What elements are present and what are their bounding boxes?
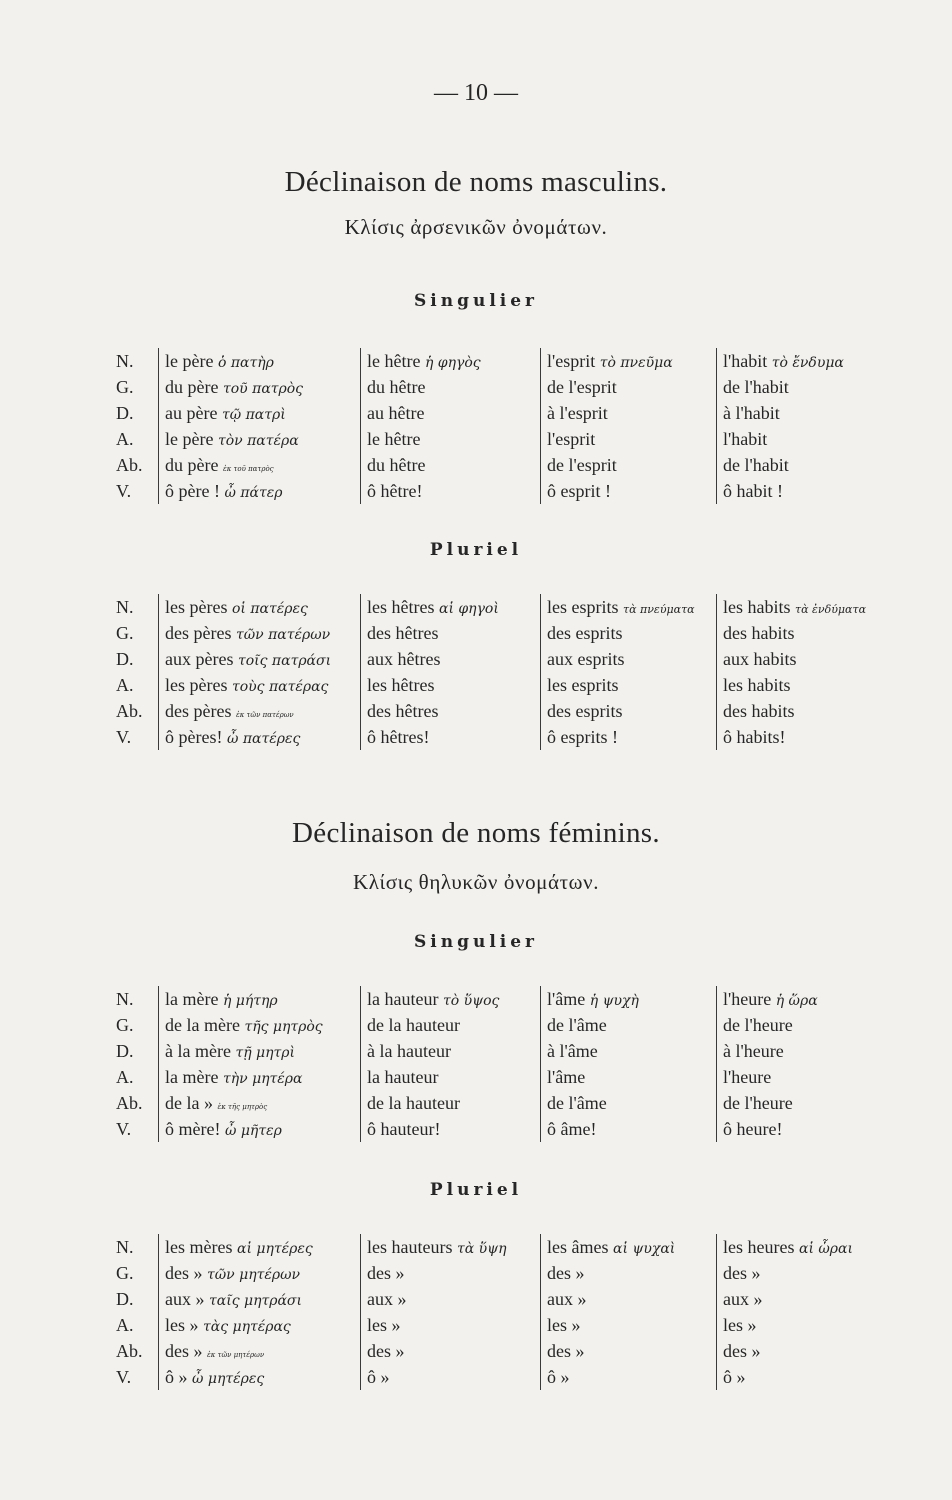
case-label: D. — [116, 1289, 134, 1309]
cell-c1 — [158, 986, 360, 1012]
declension-row — [116, 986, 896, 1012]
cell-c3 — [540, 374, 716, 400]
greek-form: ἡ φηγὸς — [424, 355, 481, 371]
case-label: N. — [116, 597, 134, 617]
masculine-plural-label: Pluriel — [429, 540, 523, 560]
greek-form: ταῖς μητράσι — [209, 1293, 302, 1309]
feminine-singular-label: Singulier — [413, 932, 539, 952]
case-label: A. — [116, 429, 134, 449]
greek-form: τὰ πνεύματα — [623, 603, 695, 616]
greek-form: τῶν πατέρων — [235, 627, 331, 643]
cell-c4 — [716, 1116, 896, 1142]
cell-c3 — [540, 1116, 716, 1142]
cell-c2 — [360, 1038, 540, 1064]
cell-c1 — [158, 594, 360, 620]
case-label: G. — [116, 377, 134, 397]
french-form: de l'esprit — [547, 377, 617, 397]
declension-row — [116, 1012, 896, 1038]
french-form: des habits — [723, 623, 795, 643]
case-label: D. — [116, 1041, 134, 1061]
cell-c4 — [716, 1260, 896, 1286]
french-form: ô esprit ! — [547, 481, 611, 501]
cell-c3 — [540, 986, 716, 1012]
cell-c2 — [360, 1090, 540, 1116]
french-form: ô habits! — [723, 727, 786, 747]
cell-c3 — [540, 672, 716, 698]
greek-form: οἱ πατέρες — [231, 601, 308, 617]
declension-row — [116, 724, 896, 750]
cell-c2 — [360, 594, 540, 620]
cell-c3 — [540, 348, 716, 374]
french-form: ô hêtre! — [367, 481, 423, 501]
case-label: N. — [116, 1237, 134, 1257]
cell-c1 — [158, 1312, 360, 1338]
cell-c3 — [540, 1286, 716, 1312]
cell-c1 — [158, 452, 360, 478]
cell-c4 — [716, 1286, 896, 1312]
french-form: aux » — [723, 1289, 763, 1309]
case-label: N. — [116, 351, 134, 371]
french-form: du hêtre — [367, 455, 426, 475]
greek-form: τῶν μητέρων — [207, 1267, 301, 1283]
declension-row — [116, 1090, 896, 1116]
french-form: les esprits — [547, 597, 619, 617]
cell-c3 — [540, 1364, 716, 1390]
french-form: ô » — [165, 1367, 188, 1387]
french-form: à l'heure — [723, 1041, 784, 1061]
cell-c1 — [158, 1116, 360, 1142]
cell-c4 — [716, 1090, 896, 1116]
cell-c1 — [158, 672, 360, 698]
declension-row — [116, 374, 896, 400]
french-form: des hêtres — [367, 623, 439, 643]
declension-row — [116, 1286, 896, 1312]
cell-c1 — [158, 1012, 360, 1038]
case-label: G. — [116, 1015, 134, 1035]
declension-row — [116, 594, 896, 620]
french-form: le hêtre — [367, 429, 421, 449]
cell-c4 — [716, 646, 896, 672]
french-form: aux hêtres — [367, 649, 441, 669]
case-label: A. — [116, 1067, 134, 1087]
cell-c2 — [360, 620, 540, 646]
french-form: le hêtre — [367, 351, 421, 371]
french-form: aux » — [367, 1289, 407, 1309]
french-form: l'heure — [723, 1067, 772, 1087]
french-form: aux esprits — [547, 649, 625, 669]
cell-c4 — [716, 452, 896, 478]
cell-c1 — [158, 620, 360, 646]
cell-c4 — [716, 348, 896, 374]
greek-form: ἐκ τοῦ πατρὸς — [222, 465, 274, 473]
masculine-plural-table — [116, 594, 896, 750]
cell-c2 — [360, 1260, 540, 1286]
french-form: des habits — [723, 701, 795, 721]
cell-c1 — [158, 374, 360, 400]
french-form: les esprits — [547, 675, 619, 695]
greek-form: αἱ ψυχαὶ — [612, 1241, 676, 1257]
french-form: de la hauteur — [367, 1093, 460, 1113]
cell-c4 — [716, 672, 896, 698]
greek-form: τοὺς πατέρας — [231, 679, 329, 695]
french-form: les habits — [723, 597, 791, 617]
french-form: l'heure — [723, 989, 772, 1009]
case-label: Ab. — [116, 1093, 143, 1113]
french-form: ô » — [547, 1367, 570, 1387]
greek-form: ὦ μῆτερ — [224, 1123, 282, 1139]
cell-c1 — [158, 724, 360, 750]
declension-row — [116, 620, 896, 646]
french-form: ô » — [723, 1367, 746, 1387]
french-form: les pères — [165, 597, 228, 617]
cell-c2 — [360, 1286, 540, 1312]
greek-form: τὰ ὕψη — [456, 1241, 507, 1257]
cell-c2 — [360, 986, 540, 1012]
french-form: de l'habit — [723, 377, 789, 397]
cell-c3 — [540, 724, 716, 750]
cell-c4 — [716, 594, 896, 620]
french-form: ô père ! — [165, 481, 220, 501]
declension-row — [116, 1312, 896, 1338]
cell-c4 — [716, 1012, 896, 1038]
french-form: ô pères! — [165, 727, 223, 747]
french-form: les habits — [723, 675, 791, 695]
masculine-greek-title: Κλίσις ἀρσενικῶν ὀνομάτων. — [344, 215, 608, 239]
french-form: aux » — [547, 1289, 587, 1309]
french-form: ô habit ! — [723, 481, 783, 501]
cell-c3 — [540, 646, 716, 672]
declension-row — [116, 426, 896, 452]
masculine-singular-label: Singulier — [413, 291, 539, 311]
greek-form: ὦ μητέρες — [192, 1371, 265, 1387]
greek-form: αἱ ὧραι — [798, 1241, 853, 1257]
greek-form: τὴν μητέρα — [222, 1071, 303, 1087]
cell-c3 — [540, 1090, 716, 1116]
cell-c4 — [716, 400, 896, 426]
case-label: Ab. — [116, 701, 143, 721]
declension-row — [116, 1338, 896, 1364]
cell-c2 — [360, 1116, 540, 1142]
french-form: de l'heure — [723, 1093, 793, 1113]
case-label: G. — [116, 1263, 134, 1283]
cell-c1 — [158, 1286, 360, 1312]
french-form: au père — [165, 403, 218, 423]
cell-c1 — [158, 426, 360, 452]
cell-c3 — [540, 1012, 716, 1038]
case-label: V. — [116, 1119, 132, 1139]
cell-c2 — [360, 1064, 540, 1090]
french-form: des » — [547, 1341, 585, 1361]
declension-row — [116, 1116, 896, 1142]
french-form: ô hauteur! — [367, 1119, 441, 1139]
cell-c2 — [360, 724, 540, 750]
greek-form: τὸ ἔνδυμα — [771, 355, 844, 371]
cell-c2 — [360, 374, 540, 400]
french-form: du hêtre — [367, 377, 426, 397]
french-form: des » — [165, 1341, 203, 1361]
french-form: de l'esprit — [547, 455, 617, 475]
french-form: des » — [547, 1263, 585, 1283]
cell-c4 — [716, 1338, 896, 1364]
french-form: la hauteur — [367, 1067, 439, 1087]
french-form: de l'âme — [547, 1093, 607, 1113]
declension-row — [116, 1038, 896, 1064]
cell-c1 — [158, 1090, 360, 1116]
greek-form: τὸν πατέρα — [217, 433, 299, 449]
declension-row — [116, 1064, 896, 1090]
cell-c3 — [540, 1338, 716, 1364]
cell-c1 — [158, 400, 360, 426]
case-label: D. — [116, 649, 134, 669]
greek-form: τὸ ὕψος — [442, 993, 500, 1009]
cell-c4 — [716, 724, 896, 750]
cell-c1 — [158, 1260, 360, 1286]
french-form: les » — [367, 1315, 401, 1335]
case-label: Ab. — [116, 455, 143, 475]
french-form: le père — [165, 351, 214, 371]
french-form: les mères — [165, 1237, 233, 1257]
french-form: des esprits — [547, 623, 623, 643]
french-form: les » — [165, 1315, 199, 1335]
french-form: au hêtre — [367, 403, 425, 423]
declension-row — [116, 478, 896, 504]
cell-c3 — [540, 426, 716, 452]
cell-c3 — [540, 594, 716, 620]
french-form: ô hêtres! — [367, 727, 430, 747]
cell-c4 — [716, 620, 896, 646]
declension-row — [116, 646, 896, 672]
cell-c3 — [540, 1312, 716, 1338]
greek-form: ὁ πατὴρ — [217, 355, 274, 371]
declension-row — [116, 1234, 896, 1260]
french-form: les » — [723, 1315, 757, 1335]
french-form: l'esprit — [547, 351, 596, 371]
french-form: des » — [367, 1263, 405, 1283]
cell-c1 — [158, 1064, 360, 1090]
case-label: V. — [116, 727, 132, 747]
french-form: de la hauteur — [367, 1015, 460, 1035]
cell-c1 — [158, 1038, 360, 1064]
french-form: des » — [723, 1263, 761, 1283]
cell-c1 — [158, 1338, 360, 1364]
cell-c3 — [540, 1260, 716, 1286]
cell-c4 — [716, 1038, 896, 1064]
cell-c3 — [540, 1038, 716, 1064]
greek-form: τῇ μητρὶ — [235, 1045, 295, 1061]
cell-c2 — [360, 1364, 540, 1390]
greek-form: ἡ ψυχὴ — [589, 993, 639, 1009]
feminine-singular-table — [116, 986, 896, 1142]
declension-row — [116, 672, 896, 698]
cell-c4 — [716, 478, 896, 504]
cell-c1 — [158, 1234, 360, 1260]
french-form: ô heure! — [723, 1119, 783, 1139]
french-form: la mère — [165, 989, 219, 1009]
french-form: aux habits — [723, 649, 797, 669]
greek-form: ὦ πάτερ — [224, 485, 283, 501]
french-form: des » — [367, 1341, 405, 1361]
french-form: des » — [165, 1263, 203, 1283]
french-form: des esprits — [547, 701, 623, 721]
french-form: ô esprits ! — [547, 727, 618, 747]
french-form: les âmes — [547, 1237, 609, 1257]
cell-c3 — [540, 1234, 716, 1260]
greek-form: τὸ πνεῦμα — [599, 355, 673, 371]
cell-c4 — [716, 986, 896, 1012]
feminine-plural-table — [116, 1234, 896, 1390]
french-form: l'habit — [723, 351, 768, 371]
cell-c1 — [158, 348, 360, 374]
french-form: l'habit — [723, 429, 768, 449]
greek-form: τὰς μητέρας — [203, 1319, 291, 1335]
french-form: de la » — [165, 1093, 213, 1113]
french-form: la hauteur — [367, 989, 439, 1009]
french-form: à la hauteur — [367, 1041, 451, 1061]
french-form: l'esprit — [547, 429, 596, 449]
declension-row — [116, 698, 896, 724]
case-label: A. — [116, 675, 134, 695]
greek-form: αἱ φηγοὶ — [438, 601, 499, 617]
cell-c2 — [360, 1312, 540, 1338]
greek-form: τῆς μητρὸς — [244, 1019, 323, 1035]
greek-form: τῷ πατρὶ — [221, 407, 286, 423]
french-form: des pères — [165, 623, 232, 643]
greek-form: ἐκ τῶν μητέρων — [207, 1351, 265, 1359]
french-form: le père — [165, 429, 214, 449]
french-form: aux » — [165, 1289, 205, 1309]
cell-c4 — [716, 374, 896, 400]
french-form: les hauteurs — [367, 1237, 453, 1257]
cell-c1 — [158, 478, 360, 504]
greek-form: τοῦ πατρὸς — [222, 381, 304, 397]
greek-form: αἱ μητέρες — [236, 1241, 313, 1257]
page-number: — 10 — — [434, 80, 518, 106]
greek-form: ἐκ τῆς μητρὸς — [217, 1103, 268, 1111]
french-form: les hêtres — [367, 675, 435, 695]
french-form: de l'heure — [723, 1015, 793, 1035]
cell-c3 — [540, 400, 716, 426]
feminine-title: Déclinaison de noms féminins. — [292, 817, 660, 849]
cell-c2 — [360, 1012, 540, 1038]
declension-row — [116, 348, 896, 374]
french-form: à la mère — [165, 1041, 231, 1061]
french-form: ô » — [367, 1367, 390, 1387]
case-label: Ab. — [116, 1341, 143, 1361]
french-form: ô âme! — [547, 1119, 597, 1139]
french-form: de l'habit — [723, 455, 789, 475]
french-form: du père — [165, 377, 219, 397]
cell-c2 — [360, 672, 540, 698]
french-form: à l'habit — [723, 403, 780, 423]
cell-c2 — [360, 698, 540, 724]
cell-c2 — [360, 478, 540, 504]
cell-c2 — [360, 646, 540, 672]
cell-c2 — [360, 426, 540, 452]
french-form: les pères — [165, 675, 228, 695]
cell-c4 — [716, 426, 896, 452]
cell-c1 — [158, 646, 360, 672]
declension-row — [116, 452, 896, 478]
case-label: A. — [116, 1315, 134, 1335]
french-form: du père — [165, 455, 219, 475]
case-label: G. — [116, 623, 134, 643]
greek-form: ἡ μήτηρ — [222, 993, 278, 1009]
cell-c1 — [158, 1364, 360, 1390]
cell-c3 — [540, 1064, 716, 1090]
cell-c2 — [360, 1234, 540, 1260]
case-label: V. — [116, 1367, 132, 1387]
french-form: à l'esprit — [547, 403, 608, 423]
cell-c4 — [716, 1234, 896, 1260]
french-form: la mère — [165, 1067, 219, 1087]
declension-row — [116, 1260, 896, 1286]
cell-c4 — [716, 1064, 896, 1090]
french-form: des hêtres — [367, 701, 439, 721]
french-form: les heures — [723, 1237, 795, 1257]
french-form: ô mère! — [165, 1119, 221, 1139]
french-form: les hêtres — [367, 597, 435, 617]
case-label: V. — [116, 481, 132, 501]
greek-form: ὦ πατέρες — [226, 731, 301, 747]
case-label: D. — [116, 403, 134, 423]
masculine-singular-table — [116, 348, 896, 504]
feminine-greek-title: Κλίσις θηλυκῶν ὀνομάτων. — [352, 870, 600, 894]
case-label: N. — [116, 989, 134, 1009]
french-form: des pères — [165, 701, 232, 721]
cell-c2 — [360, 452, 540, 478]
french-form: des » — [723, 1341, 761, 1361]
french-form: de la mère — [165, 1015, 240, 1035]
cell-c3 — [540, 452, 716, 478]
cell-c3 — [540, 698, 716, 724]
declension-row — [116, 400, 896, 426]
greek-form: ἡ ὥρα — [775, 993, 818, 1009]
cell-c3 — [540, 620, 716, 646]
cell-c2 — [360, 400, 540, 426]
cell-c1 — [158, 698, 360, 724]
cell-c4 — [716, 1312, 896, 1338]
french-form: les » — [547, 1315, 581, 1335]
cell-c4 — [716, 1364, 896, 1390]
french-form: de l'âme — [547, 1015, 607, 1035]
greek-form: τὰ ἐνδύματα — [795, 603, 867, 616]
declension-row — [116, 1364, 896, 1390]
feminine-plural-label: Pluriel — [429, 1180, 523, 1200]
french-form: l'âme — [547, 989, 586, 1009]
greek-form: ἐκ τῶν πατέρων — [235, 711, 294, 719]
greek-form: τοῖς πατράσι — [237, 653, 332, 669]
cell-c4 — [716, 698, 896, 724]
cell-c2 — [360, 1338, 540, 1364]
french-form: aux pères — [165, 649, 234, 669]
french-form: à l'âme — [547, 1041, 598, 1061]
cell-c2 — [360, 348, 540, 374]
french-form: l'âme — [547, 1067, 586, 1087]
cell-c3 — [540, 478, 716, 504]
masculine-title: Déclinaison de noms masculins. — [284, 166, 668, 198]
